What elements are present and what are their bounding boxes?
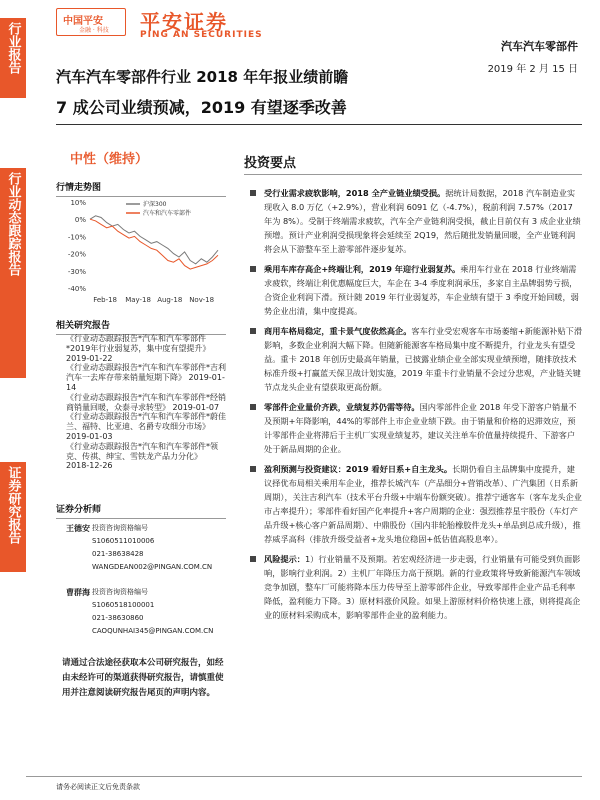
brand-name-cn: 平安证券 [140,10,228,34]
related-item[interactable]: 《行业动态跟踪报告*汽车和汽车零部件*2019年行业弱复苏，集中度有望提升》 2019-01-22 [66,334,211,363]
disclaimer-text: 请通过合法途径获取本公司研究报告，如经由未经许可的渠道获得研究报告，请慎重使用并注意阅读研究报告尾页的声明内容。 [62,658,224,698]
key-point [244,324,582,394]
report-title-line2: 7 成公司业绩预减，2019 有望逐季改善 [56,98,347,117]
brand-name-en: PING AN SECURITIES [140,30,263,40]
y-tick-label: -20% [67,250,86,259]
key-point-lead: 商用车格局稳定，重卡景气度依然高企。 [264,326,412,336]
square-bullet-icon [250,328,256,334]
chart-svg [56,194,226,312]
square-bullet-icon [250,466,256,472]
sidebar-tab-label: 行业动态跟踪报告 [5,172,21,276]
analyst-card [56,586,226,664]
report-title-line1: 汽车汽车零部件行业 2018 年年报业绩前瞻 [56,68,349,86]
key-point [244,462,582,546]
x-tick-label: Aug-18 [157,296,183,304]
x-tick-label: Feb-18 [93,296,118,304]
y-tick-label: 10% [70,199,86,207]
square-bullet-icon [250,556,256,562]
key-point-lead: 风险提示： [264,554,305,564]
x-tick-label: Nov-18 [189,296,215,304]
analyst-section [56,502,226,523]
sidebar-tab-label: 行业报告 [5,22,21,74]
pingan-group-logo [56,8,126,36]
related-list [66,334,226,471]
y-tick-label: -40% [67,285,86,293]
key-point-text: 乘用车行业在 2018 行业终端需求疲软，终端让利优惠幅度巨大，车企在 3-4 季度利润承压，多家自主品牌弱势亏损，合资企业利润下滑。预计随 2019 年行业弱复苏，车企业绩有望于 3 季度开始回暖，弱势企业出清，集中度提高。 [264,264,579,316]
key-point [244,400,582,456]
analyst-heading: 证券分析师 [56,502,226,519]
analyst-email[interactable]: CAOQUNHAI345@PINGAN.COM.CN [92,627,214,635]
y-tick-label: -10% [67,233,86,242]
title-divider [56,124,582,125]
key-point-text: 国内零部件企业 2018 年受下游客户销量不及预期+年降影响，44%的零部件上市企业业绩下跌。由于销量和价格的迟滞效应，预计零部件企业将滞后于主机厂实现业绩复苏，建议关注单车价值量持续提升、下游客户处于新品周期的企业。 [264,402,577,454]
key-point [244,552,582,622]
key-point-lead: 受行业需求疲软影响，2018 全产业链业绩受损。 [264,188,446,198]
sidebar-tab-label: 证券研究报告 [5,466,21,544]
footer-divider [26,776,582,777]
left-sidebar [0,0,26,800]
legend-label: 沪深300 [143,201,167,208]
analyst-email[interactable]: WANGDEAN002@PINGAN.COM.CN [92,563,213,571]
legend-label: 汽车和汽车零部件 [143,210,192,217]
related-item[interactable]: 《行业动态跟踪报告*汽车和汽车零部件*蔚佳兰、福特、比亚迪、名爵专攻细分市场》 2019-01-03 [66,412,226,441]
sidebar-tab-report-type [0,18,26,98]
footer-note: 请务必阅读正文后免责条款 [56,783,140,791]
series-line [90,216,218,264]
x-tick-label: May-18 [125,296,151,304]
key-points-heading: 投资要点 [244,156,297,171]
sidebar-tab-research [0,462,26,572]
key-point-text: 据统计局数据，2018 汽车制造业实现收入 8.0 万亿（+2.9%），营业利润 6091 亿（-4.7%），税前利润 7.57%（2017 年为 8%）。受制于终端需求疲软，汽车全产业链利润受损，截止目前仅有 3 成企业业绩预增。预计产业利润受损现象将会延续至 2Q19，然后随批发销量回暖，全产业链利润将会从下游整车至上游零部件逐步复苏。 [264,188,581,254]
rating-label: 中性（维持） [70,152,149,167]
y-tick-label: 0% [74,216,86,225]
logo-subtext: 金融 · 科技 [79,27,109,34]
key-point [244,262,582,318]
analyst-info [92,522,212,574]
logo-text: 中国平安 [63,16,103,27]
header-category: 汽车汽车零部件 [501,40,578,53]
key-points-divider [244,174,582,175]
key-point-lead: 盈利预测与投资建议：2019 看好日系+自主龙头。 [264,464,453,474]
chart-heading: 行情走势图 [56,180,226,197]
analyst-license: S1060518100001 [92,601,155,609]
price-chart [56,194,226,312]
sidebar-tab-report-kind [0,168,26,378]
related-item[interactable]: 《行业动态跟踪报告*汽车和汽车零部件*吉利汽车一去库存带来销量短期下降》 2019-01-14 [66,363,226,392]
analyst-license: S1060511010006 [92,537,155,545]
analyst-info [92,586,213,638]
key-point-text: 长期仍看自主品牌集中度提升，建议择优布局相关乘用车企业，推荐长城汽车（产品细分+营销改革）、广汽集团（日系新周期），关注吉利汽车（技术平台升级+中端车份额突破）。推荐宁通客车（客车龙头企业市占率提升）；零部件看好国产化率提升+客户周期的企业：强烈推荐星宇股份（车灯产品升级+核心客户新品周期）、中鼎股份（国内非轮胎橡胶件龙头+单品到总成升级），推荐威孚高科（排放升级受益者+龙头地位稳固+低估值高股息率）。 [264,464,582,544]
related-heading: 相关研究报告 [56,318,226,335]
key-point-lead: 乘用车库存高企+终端让利，2019 年迎行业弱复苏。 [264,264,461,274]
square-bullet-icon [250,266,256,272]
key-point-text: 1）行业销量不及预期。若宏观经济进一步走弱，行业销量有可能受到负面影响，影响行业利润。2）主机厂年降压力高于预期。新的行业政策将导致新能源汽车领域竞争加剧，整车厂可能将降本压力传导至上游零部件企业，导致零部件企业产品毛利率降低，盈利能力下降。3）原材料涨价风险。如果上游原材料价格快速上涨，则将提高企业的原材料采购成本，影响零部件企业的盈利能力。 [264,554,581,620]
square-bullet-icon [250,404,256,410]
analyst-role: 投资咨询资格编号 [92,588,148,596]
y-tick-label: -30% [67,267,86,276]
related-item[interactable]: 《行业动态跟踪报告*汽车和汽车零部件*领克、传祺、绅宝、雪铁龙产品力分化》 2018-12-26 [66,441,218,471]
key-point-text: 客车行业受宏观客车市场萎缩+新能源补贴下滑影响，多数企业利润大幅下降。但随新能源客车格局集中度不断提升，行业龙头有望受益。重卡 2018 年创历史最高年销量，已披露业绩企业全部实现业绩预增，随排放技术标准升级+打赢蓝天保卫战计划实施，2019 年重卡行业销量不会过分悲观，产业链关键节点龙头企业有望获取更高份额。 [264,326,583,392]
square-bullet-icon [250,190,256,196]
key-point [244,186,582,256]
related-item[interactable]: 《行业动态跟踪报告*汽车和汽车零部件*经销商销量回暖，众泰寻求转型》 2019-01-07 [66,392,226,412]
analyst-phone: 021-38638428 [92,550,144,558]
analyst-role: 投资咨询资格编号 [92,524,148,532]
key-points-body [244,186,582,628]
header-date: 2019 年 2 月 15 日 [487,64,578,75]
analyst-phone: 021-38630860 [92,614,144,622]
key-point-lead: 零部件企业量价齐跌，业绩复苏仍需等待。 [264,402,420,412]
analyst-name: 王德安 [66,524,90,533]
analyst-name: 曹群海 [66,588,90,597]
